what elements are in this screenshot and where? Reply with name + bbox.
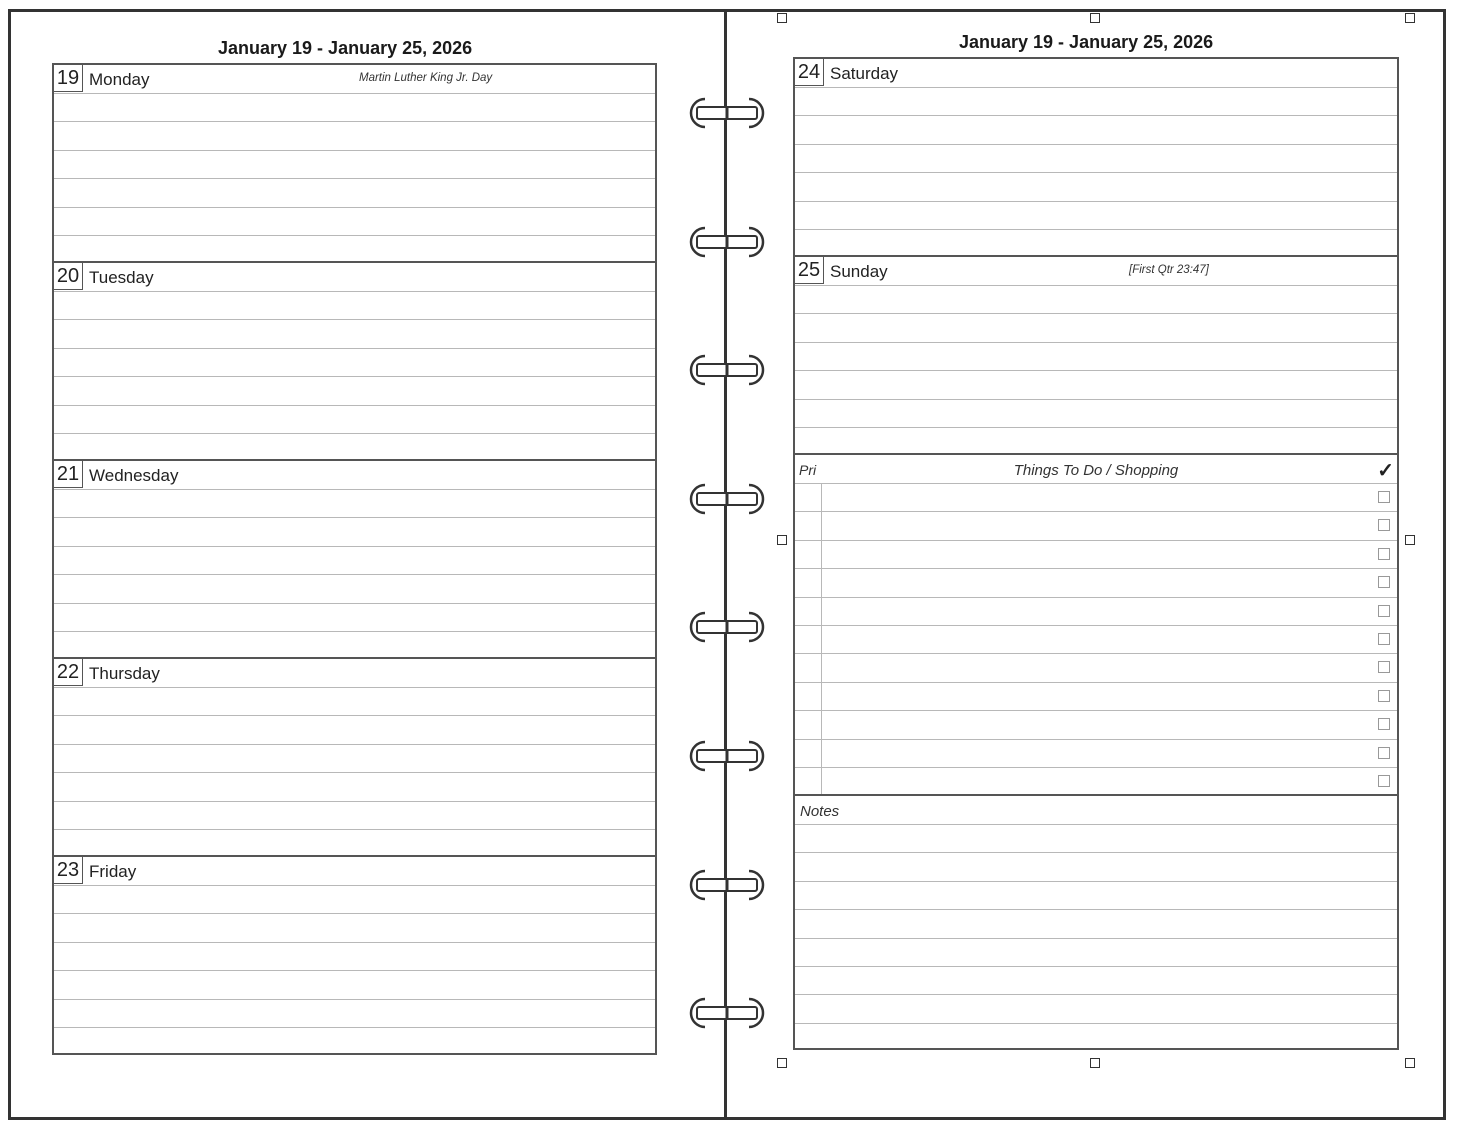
ruled-line: [54, 885, 655, 886]
todo-checkbox[interactable]: [1378, 718, 1390, 730]
binder-ring-icon: [683, 95, 771, 131]
ruled-line: [54, 319, 655, 320]
ruled-line: [54, 631, 655, 632]
ruled-line: [795, 172, 1397, 173]
ruled-line: [795, 87, 1397, 88]
ruled-line: [54, 150, 655, 151]
ruled-line: [54, 348, 655, 349]
ruled-line: [795, 285, 1397, 286]
ruled-line: [54, 489, 655, 490]
notes-line: [795, 852, 1397, 853]
binder-ring-icon: [683, 738, 771, 774]
day-header: [54, 65, 655, 93]
ruled-line: [54, 405, 655, 406]
resize-handle-bottom-right[interactable]: [1405, 1058, 1415, 1068]
ruled-line: [54, 291, 655, 292]
day-header: [54, 659, 655, 687]
day-number: 23: [54, 857, 83, 884]
notes-line: [795, 938, 1397, 939]
todo-checkbox[interactable]: [1378, 491, 1390, 503]
todo-checkbox[interactable]: [1378, 548, 1390, 560]
notes-line: [795, 966, 1397, 967]
binder-ring-icon: [683, 867, 771, 903]
ruled-line: [54, 235, 655, 236]
right-page-title: January 19 - January 25, 2026: [959, 32, 1214, 52]
resize-handle-bottom-center[interactable]: [1090, 1058, 1100, 1068]
ruled-line: [54, 603, 655, 604]
ruled-line: [54, 744, 655, 745]
notes-section[interactable]: [793, 794, 1399, 1050]
priority-column-divider: [821, 483, 822, 794]
todo-row-line: [795, 767, 1397, 768]
ruled-line: [795, 229, 1397, 230]
todo-checkbox[interactable]: [1378, 690, 1390, 702]
resize-handle-top-center[interactable]: [1090, 13, 1100, 23]
ruled-line: [795, 313, 1397, 314]
resize-handle-middle-left[interactable]: [777, 535, 787, 545]
day-number: 22: [54, 659, 83, 686]
day-name: Saturday: [830, 64, 899, 83]
day-block-wednesday[interactable]: [52, 459, 657, 657]
binder-ring-icon: [683, 481, 771, 517]
todo-checkbox[interactable]: [1378, 747, 1390, 759]
ruled-line: [54, 970, 655, 971]
day-block-thursday[interactable]: [52, 657, 657, 855]
ruled-line: [54, 801, 655, 802]
ruled-line: [54, 1027, 655, 1028]
binder-spine: [724, 9, 727, 1120]
day-name: Monday: [89, 70, 150, 89]
ruled-line: [795, 399, 1397, 400]
notes-line: [795, 881, 1397, 882]
ruled-line: [54, 93, 655, 94]
day-block-sunday[interactable]: [793, 255, 1399, 453]
ruled-line: [54, 433, 655, 434]
binder-ring-icon: [683, 995, 771, 1031]
ruled-line: [795, 342, 1397, 343]
day-number: 20: [54, 263, 83, 290]
ruled-line: [54, 178, 655, 179]
day-header: [54, 857, 655, 885]
ruled-line: [54, 913, 655, 914]
ruled-line: [54, 517, 655, 518]
ruled-line: [795, 144, 1397, 145]
ruled-line: [54, 546, 655, 547]
todo-row-line: [795, 653, 1397, 654]
todo-row-line: [795, 568, 1397, 569]
todo-checkbox[interactable]: [1378, 775, 1390, 787]
day-header: [54, 461, 655, 489]
ruled-line: [54, 376, 655, 377]
todo-row-line: [795, 710, 1397, 711]
resize-handle-bottom-left[interactable]: [777, 1058, 787, 1068]
day-number: 21: [54, 461, 83, 488]
todo-row-line: [795, 625, 1397, 626]
day-name: Thursday: [89, 664, 160, 683]
binder-ring-icon: [683, 224, 771, 260]
day-header: [795, 257, 1397, 285]
day-name: Tuesday: [89, 268, 154, 287]
notes-line: [795, 994, 1397, 995]
todo-checkbox[interactable]: [1378, 661, 1390, 673]
day-block-monday[interactable]: [52, 63, 657, 261]
day-name: Friday: [89, 862, 137, 881]
notes-line: [795, 824, 1397, 825]
ruled-line: [795, 201, 1397, 202]
ruled-line: [795, 427, 1397, 428]
priority-column-label: Pri: [799, 462, 817, 478]
ruled-line: [54, 574, 655, 575]
day-number: 19: [54, 65, 83, 92]
binder-ring-icon: [683, 609, 771, 645]
day-header: [54, 263, 655, 291]
todo-checkbox[interactable]: [1378, 519, 1390, 531]
todo-checkbox[interactable]: [1378, 576, 1390, 588]
ruled-line: [54, 772, 655, 773]
todo-row-line: [795, 511, 1397, 512]
ruled-line: [54, 687, 655, 688]
ruled-line: [54, 942, 655, 943]
notes-label: Notes: [800, 803, 840, 820]
day-number: 24: [795, 59, 824, 86]
resize-handle-top-left[interactable]: [777, 13, 787, 23]
day-block-tuesday[interactable]: [52, 261, 657, 459]
day-number: 25: [795, 257, 824, 284]
day-block-saturday[interactable]: [793, 57, 1399, 255]
ruled-line: [795, 115, 1397, 116]
todo-list-title: Things To Do / Shopping: [1013, 462, 1179, 479]
todo-shopping-list[interactable]: [793, 453, 1399, 794]
todo-checkbox[interactable]: [1378, 605, 1390, 617]
todo-row-line: [795, 483, 1397, 484]
moon-phase-note: [First Qtr 23:47]: [1129, 264, 1209, 276]
ruled-line: [54, 207, 655, 208]
day-name: Sunday: [830, 262, 888, 281]
holiday-note: Martin Luther King Jr. Day: [359, 72, 493, 84]
notes-line: [795, 909, 1397, 910]
resize-handle-middle-right[interactable]: [1405, 535, 1415, 545]
todo-row-line: [795, 540, 1397, 541]
ruled-line: [54, 121, 655, 122]
todo-row-line: [795, 739, 1397, 740]
left-page-title: January 19 - January 25, 2026: [218, 38, 473, 58]
notes-line: [795, 1023, 1397, 1024]
todo-row-line: [795, 682, 1397, 683]
ruled-line: [54, 715, 655, 716]
checkmark-icon: ✓: [1377, 460, 1394, 482]
day-header: [795, 59, 1397, 87]
day-name: Wednesday: [89, 466, 179, 485]
resize-handle-top-right[interactable]: [1405, 13, 1415, 23]
todo-checkbox[interactable]: [1378, 633, 1390, 645]
ruled-line: [54, 999, 655, 1000]
ruled-line: [54, 829, 655, 830]
day-block-friday[interactable]: [52, 855, 657, 1055]
binder-ring-icon: [683, 352, 771, 388]
todo-row-line: [795, 597, 1397, 598]
ruled-line: [795, 370, 1397, 371]
